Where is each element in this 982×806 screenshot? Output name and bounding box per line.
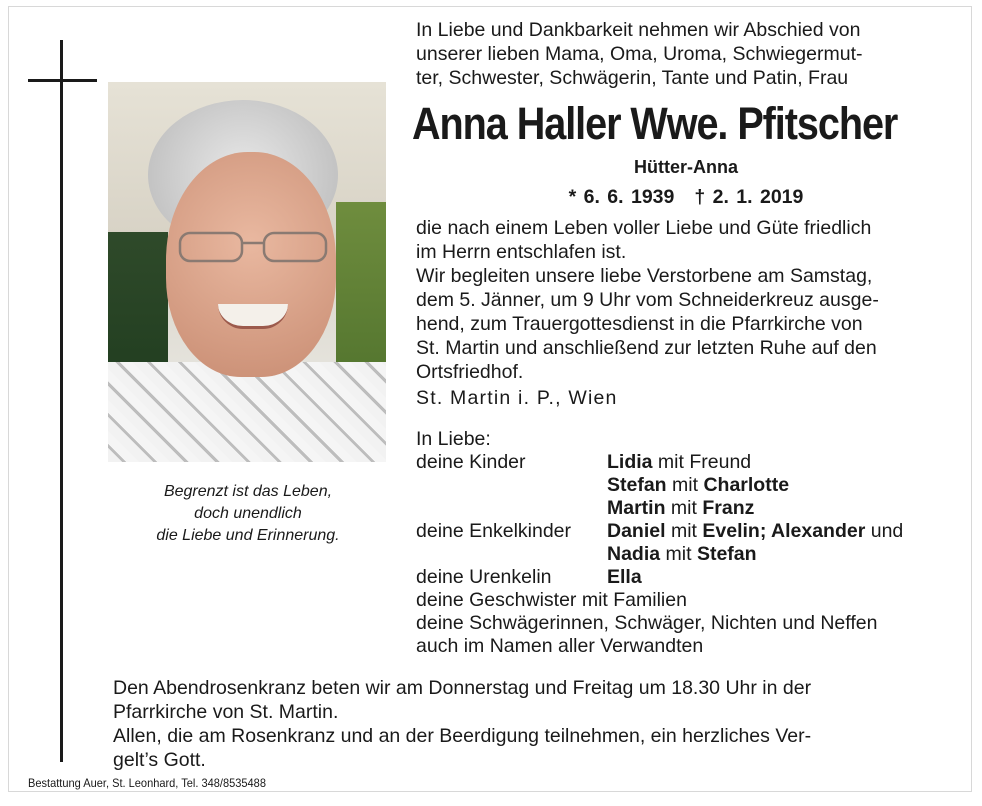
family-row-enkel bbox=[416, 520, 964, 543]
bottom-line: Allen, die am Rosenkranz und an der Beerdigung teilnehmen, ein herzliches Ver- bbox=[113, 725, 812, 747]
body-line: Wir begleiten unsere liebe Verstorbene am Samstag, bbox=[416, 265, 873, 287]
birth-date: * 6. 6. 1939 bbox=[568, 186, 675, 208]
rosary-thanks bbox=[113, 676, 959, 772]
family-siblings: deine Geschwister mit Familien bbox=[416, 589, 687, 611]
family-row bbox=[416, 497, 964, 520]
portrait-photo bbox=[108, 82, 386, 462]
quote-line: die Liebe und Erinnerung. bbox=[156, 527, 340, 544]
life-dates bbox=[416, 186, 956, 209]
deceased-name: Anna Haller Wwe. Pfitscher bbox=[412, 98, 898, 149]
intro-line: ter, Schwester, Schwägerin, Tante und Patin, Frau bbox=[416, 67, 849, 89]
body-line: St. Martin und anschließend zur letzten Ruhe auf den bbox=[416, 337, 877, 359]
family-inlaws: deine Schwägerinnen, Schwäger, Nichten und Neffen bbox=[416, 612, 878, 634]
family-list bbox=[416, 428, 964, 658]
family-members: Daniel mit Evelin; Alexander und bbox=[607, 520, 904, 542]
family-row bbox=[416, 474, 964, 497]
family-row-urenkel bbox=[416, 566, 964, 589]
body-line: dem 5. Jänner, um 9 Uhr vom Schneiderkreuz ausge- bbox=[416, 289, 879, 311]
death-date: † 2. 1. 2019 bbox=[694, 186, 804, 208]
body-line: im Herrn entschlafen ist. bbox=[416, 241, 627, 263]
family-label: deine Urenkelin bbox=[416, 566, 552, 588]
bottom-line: Den Abendrosenkranz beten wir am Donnerstag und Freitag um 18.30 Uhr in der bbox=[113, 677, 812, 699]
family-members: Stefan mit Charlotte bbox=[607, 474, 790, 496]
quote-line: Begrenzt ist das Leben, bbox=[163, 483, 333, 500]
bottom-line: Pfarrkirche von St. Martin. bbox=[113, 701, 339, 723]
intro-text bbox=[416, 18, 956, 90]
memorial-quote bbox=[110, 481, 386, 547]
family-members: Ella bbox=[607, 566, 642, 588]
funeral-home-footer: Bestattung Auer, St. Leonhard, Tel. 348/8535488 bbox=[28, 776, 266, 790]
family-relatives: auch im Namen aller Verwandten bbox=[416, 635, 704, 657]
intro-line: unserer lieben Mama, Oma, Uroma, Schwiegermut- bbox=[416, 43, 863, 65]
photo-glasses bbox=[168, 227, 338, 267]
cross-icon bbox=[60, 40, 63, 762]
body-line: Ortsfriedhof. bbox=[416, 361, 524, 383]
family-row-kinder bbox=[416, 451, 964, 474]
family-heading: In Liebe: bbox=[416, 428, 491, 450]
funeral-details bbox=[416, 216, 956, 384]
family-members: Lidia mit Freund bbox=[607, 451, 752, 473]
photo-blouse bbox=[108, 362, 386, 462]
family-label: deine Enkelkinder bbox=[416, 520, 572, 542]
intro-line: In Liebe und Dankbarkeit nehmen wir Abschied von bbox=[416, 19, 861, 41]
family-label: deine Kinder bbox=[416, 451, 526, 473]
quote-line: doch unendlich bbox=[194, 505, 302, 522]
body-line: die nach einem Leben voller Liebe und Güte friedlich bbox=[416, 217, 872, 239]
bottom-line: gelt’s Gott. bbox=[113, 749, 206, 771]
family-row bbox=[416, 543, 964, 566]
family-members: Nadia mit Stefan bbox=[607, 543, 757, 565]
family-members: Martin mit Franz bbox=[607, 497, 755, 519]
deceased-nickname: Hütter-Anna bbox=[634, 157, 738, 177]
body-line: hend, zum Trauergottesdienst in die Pfarrkirche von bbox=[416, 313, 863, 335]
cross-icon-bar bbox=[28, 79, 97, 82]
place-line: St. Martin i. P., Wien bbox=[416, 387, 618, 409]
